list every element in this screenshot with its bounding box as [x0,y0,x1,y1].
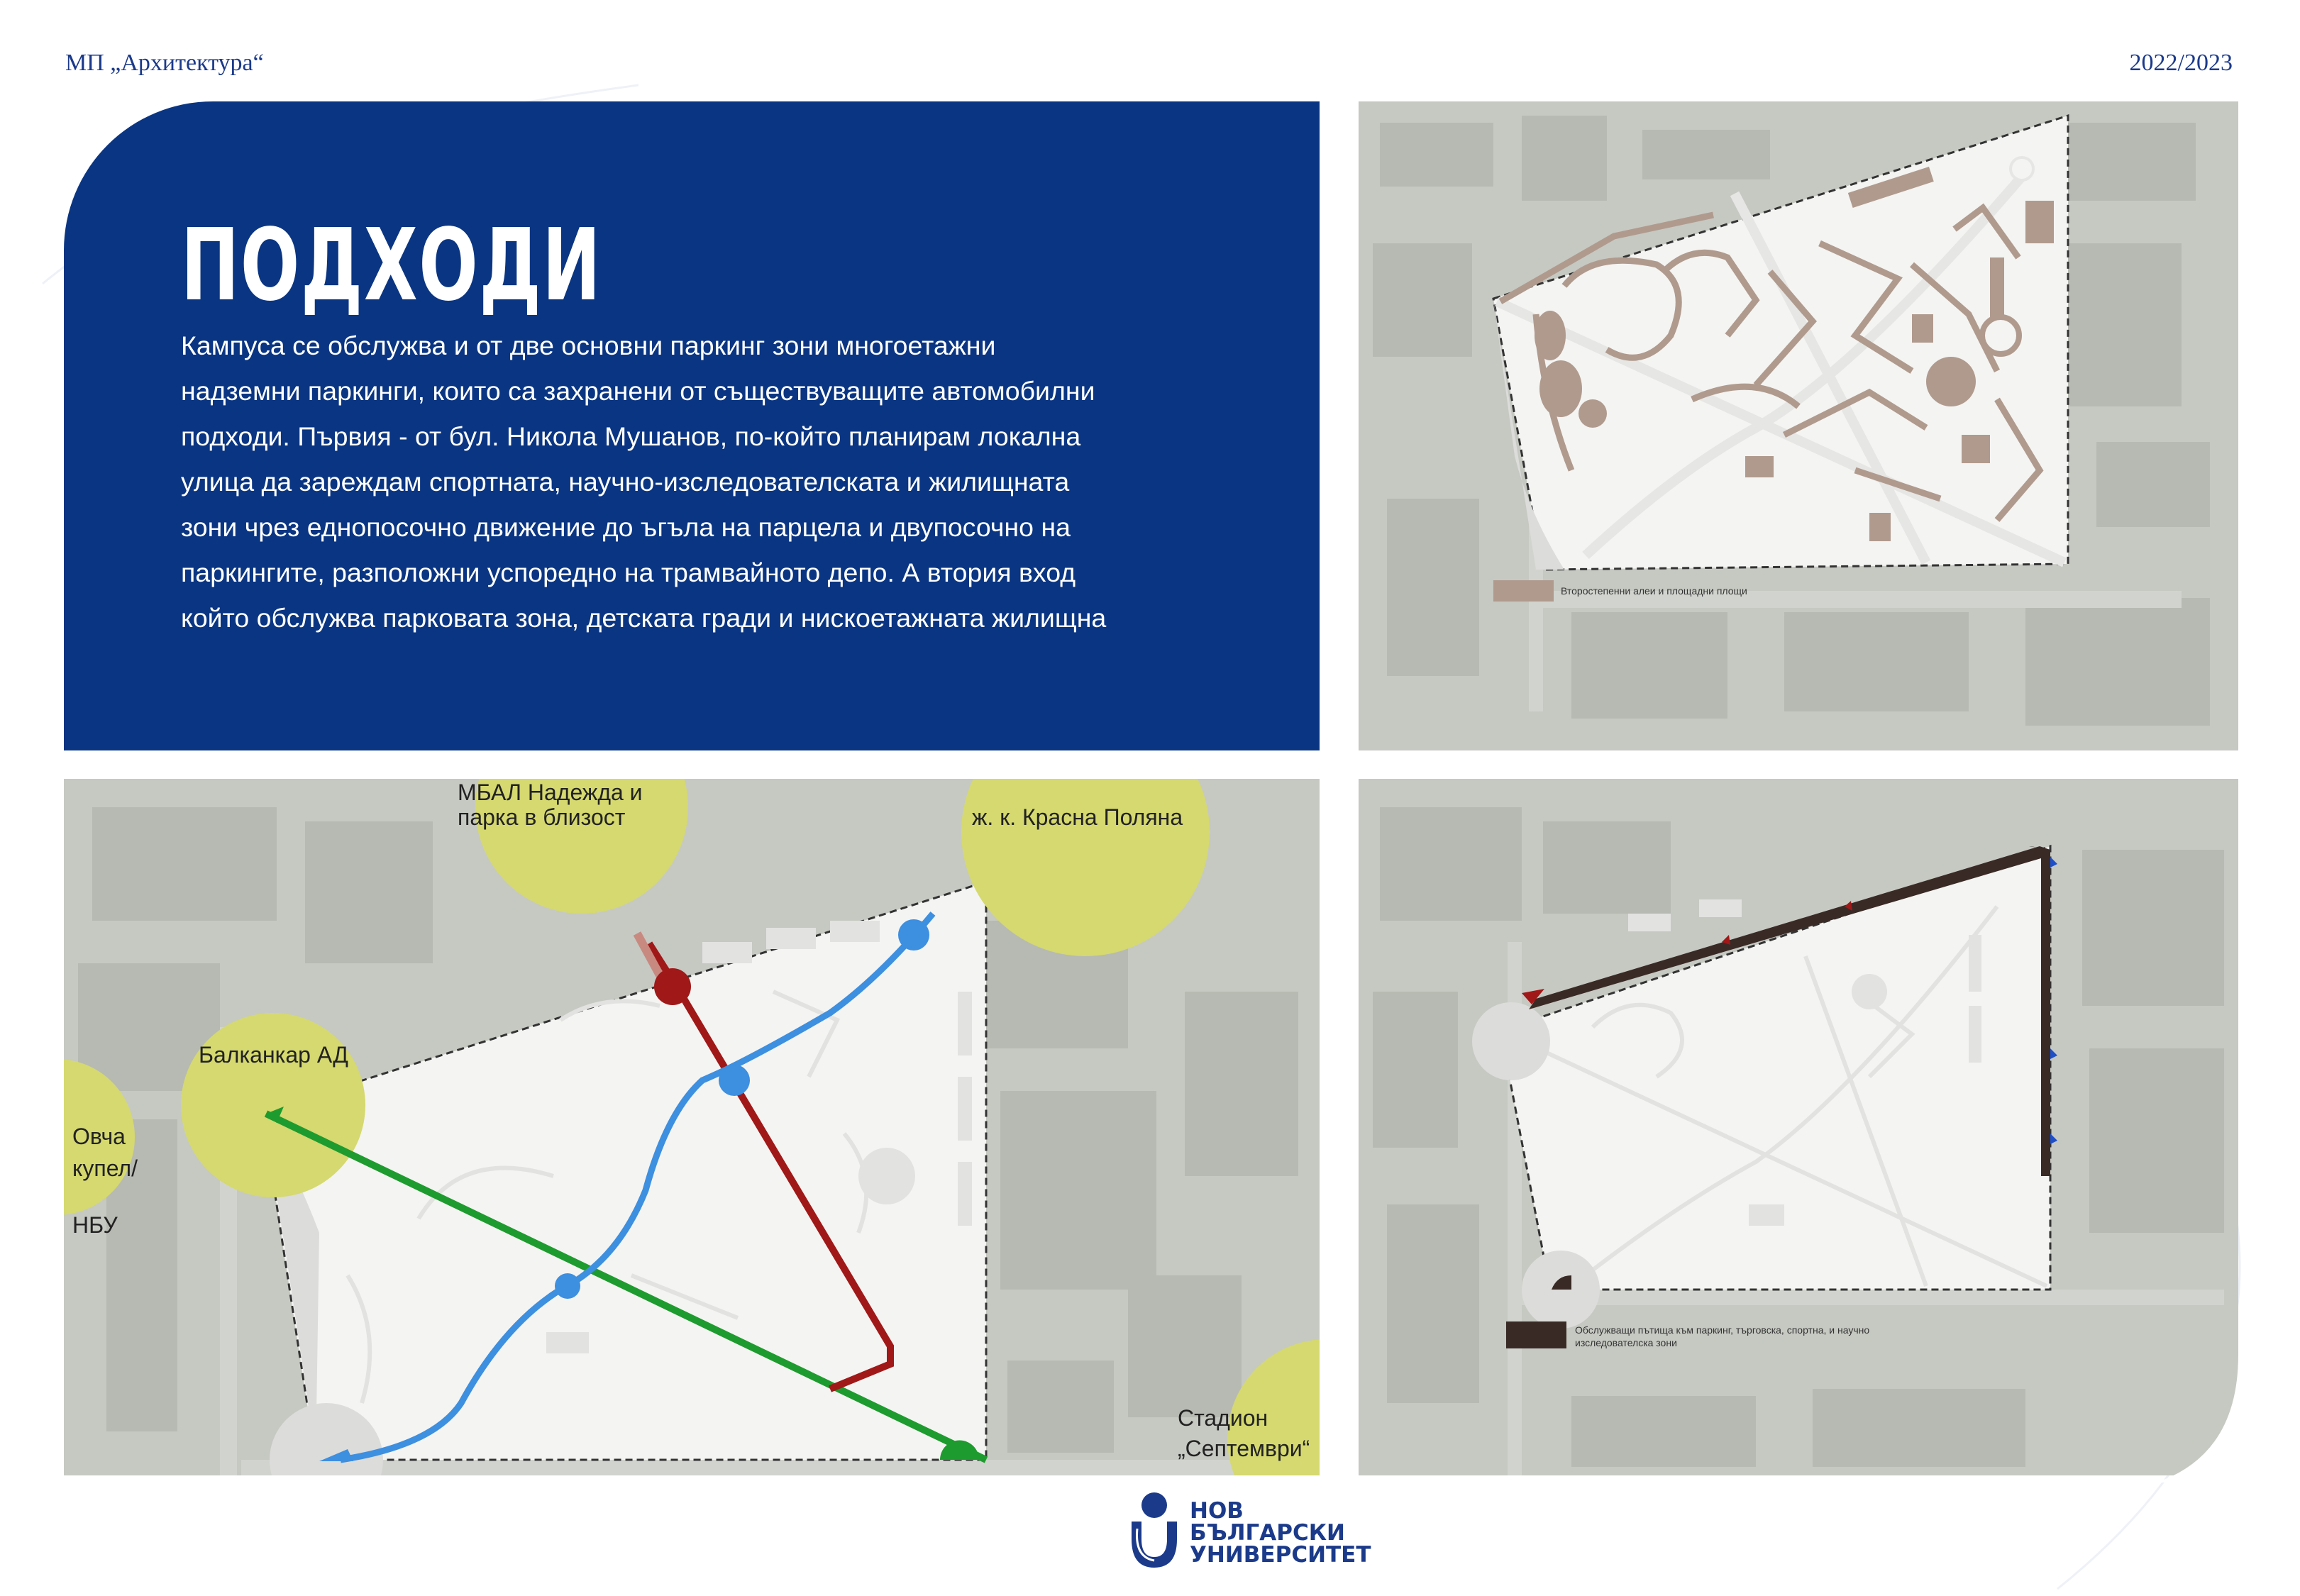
label-krasna-polyana: ж. к. Красна Поляна [972,804,1183,830]
label-ovcha-line1: Овча [72,1124,126,1149]
page-title: ПОДХОДИ [181,208,602,323]
label-mbal-line2: парка в близост [458,804,626,830]
map-access-routes-drawing [64,779,1320,1475]
legend-swatch-secondary-alleys [1493,580,1554,602]
map-service-roads-drawing [1359,779,2238,1475]
label-ovcha-line3: НБУ [72,1212,118,1238]
map-access-routes [64,779,1320,1475]
map-service-roads [1359,779,2238,1475]
title-panel [64,101,1320,750]
body-paragraph [181,323,1302,641]
body-line: подходи. Първия - от бул. Никола Мушанов, по-който планирам локална [181,421,1081,451]
body-line: който обслужва парковата зона, детската гради и нискоетажната жилищна [181,603,1107,633]
map-secondary-alleys-drawing [1359,101,2238,750]
route-red-start [654,968,691,1005]
body-line: Кампуса се обслужва и от две основни паркинг зони многоетажни [181,331,996,360]
body-line: паркингите, разположни успоредно на трамвайното депо. А втория вход [181,558,1076,587]
label-stadion-line2: „Септември“ [1178,1436,1310,1461]
legend-service-roads-line2: изследователска зони [1575,1337,1677,1348]
logo-line: НОВ [1190,1498,1244,1524]
body-line: надземни паркинги, които са захранени от съществуващите автомобилни [181,376,1095,406]
map-secondary-alleys [1359,101,2238,750]
header-year: 2022/2023 [2129,50,2233,76]
legend-secondary-alleys: Второстепенни алеи и площадни площи [1561,585,1747,597]
label-balkankar: Балканкар АД [199,1042,348,1068]
logo-line: УНИВЕРСИТЕТ [1190,1542,1371,1568]
header-course-name: МП „Архитектура“ [65,50,264,76]
logo-line: БЪЛГАРСКИ [1190,1520,1345,1546]
legend-swatch-service-roads [1506,1321,1566,1348]
body-line: зони чрез еднопосочно движение до ъгъла на парцела и двупосочно на [181,512,1071,542]
legend-service-roads-line1: Обслужващи пътища към паркинг, търговска, спортна, и научно [1575,1324,1870,1336]
nbu-logo-icon [1124,1490,1185,1571]
label-ovcha-line2: купел/ [72,1156,138,1181]
corner-decoration [2157,1312,2270,1483]
logo-text [1190,1500,1371,1566]
body-line: улица да зареждам спортната, научно-изследователската и жилищната [181,467,1070,497]
label-stadion-line1: Стадион [1178,1405,1268,1431]
label-mbal-line1: МБАЛ Надежда и [458,780,643,805]
